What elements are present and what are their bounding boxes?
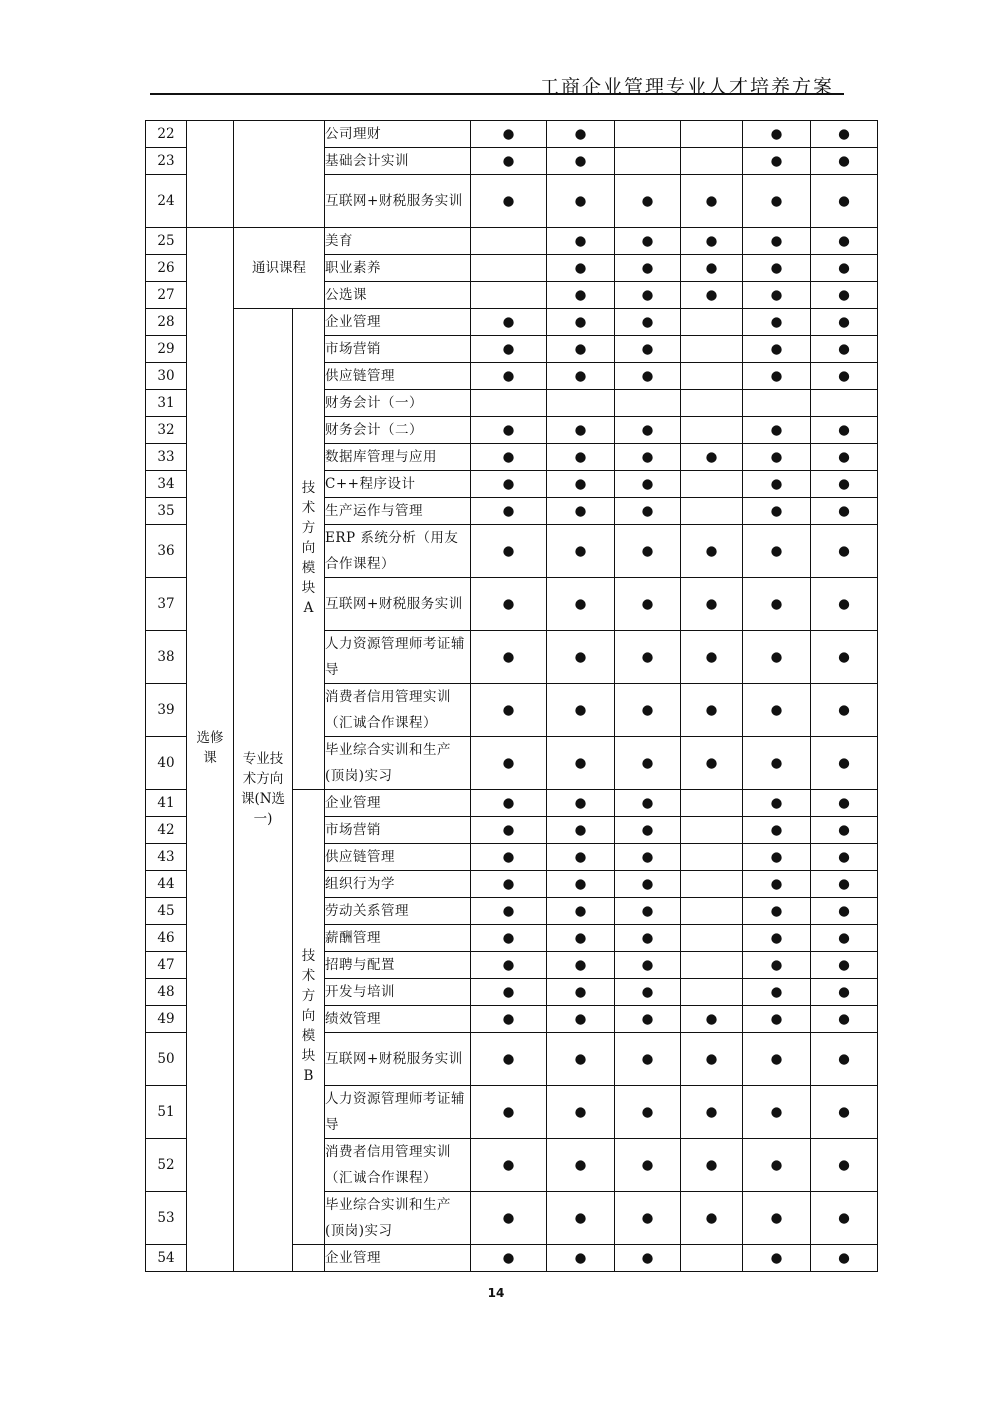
mark-cell: ● [743, 1006, 811, 1033]
mark-cell [471, 255, 547, 282]
mark-cell: ● [681, 631, 743, 684]
mark-cell: ● [743, 498, 811, 525]
mark-cell: ● [615, 578, 681, 631]
course-name: 基础会计实训 [325, 148, 471, 175]
mark-cell [681, 148, 743, 175]
course-name: 企业管理 [325, 1245, 471, 1272]
course-name: 人力资源管理师考证辅导 [325, 1086, 471, 1139]
category-general: 通识课程 [234, 228, 325, 309]
row-number: 24 [146, 175, 187, 228]
mark-cell: ● [743, 444, 811, 471]
course-name: 毕业综合实训和生产(顶岗)实习 [325, 737, 471, 790]
course-name: 美育 [325, 228, 471, 255]
mark-cell [681, 952, 743, 979]
mark-cell: ● [615, 925, 681, 952]
mark-cell: ● [471, 309, 547, 336]
mark-cell: ● [743, 871, 811, 898]
mark-cell: ● [811, 790, 878, 817]
mark-cell: ● [615, 363, 681, 390]
course-name: 财务会计（二） [325, 417, 471, 444]
table-row [146, 228, 878, 255]
mark-cell [681, 844, 743, 871]
mark-cell: ● [743, 684, 811, 737]
mark-cell: ● [615, 898, 681, 925]
mark-cell: ● [547, 1139, 615, 1192]
mark-cell: ● [681, 1033, 743, 1086]
row-number: 50 [146, 1033, 187, 1086]
mark-cell: ● [811, 844, 878, 871]
mark-cell [471, 390, 547, 417]
course-name: 开发与培训 [325, 979, 471, 1006]
mark-cell: ● [547, 148, 615, 175]
course-name: 市场营销 [325, 336, 471, 363]
mark-cell: ● [811, 1245, 878, 1272]
mark-cell [547, 390, 615, 417]
mark-cell [681, 898, 743, 925]
page-number: 14 [487, 1286, 505, 1300]
mark-cell: ● [743, 979, 811, 1006]
row-number: 35 [146, 498, 187, 525]
mark-cell [471, 228, 547, 255]
mark-cell [681, 363, 743, 390]
mark-cell: ● [547, 1086, 615, 1139]
mark-cell: ● [547, 790, 615, 817]
row-number: 45 [146, 898, 187, 925]
mark-cell: ● [471, 871, 547, 898]
mark-cell: ● [811, 255, 878, 282]
mark-cell: ● [471, 952, 547, 979]
module-a-label: 技术方向模块A [301, 479, 316, 616]
row-number: 34 [146, 471, 187, 498]
row-number: 48 [146, 979, 187, 1006]
mark-cell: ● [743, 817, 811, 844]
mark-cell: ● [615, 979, 681, 1006]
course-name: 职业素养 [325, 255, 471, 282]
mark-cell: ● [471, 844, 547, 871]
mark-cell: ● [811, 578, 878, 631]
mark-cell: ● [743, 363, 811, 390]
course-name: C++程序设计 [325, 471, 471, 498]
mark-cell: ● [547, 471, 615, 498]
row-number: 47 [146, 952, 187, 979]
mark-cell: ● [547, 309, 615, 336]
mark-cell: ● [471, 1192, 547, 1245]
course-name: ERP 系统分析（用友合作课程） [325, 525, 471, 578]
mark-cell: ● [743, 148, 811, 175]
mark-cell: ● [471, 1245, 547, 1272]
mark-cell: ● [471, 498, 547, 525]
mark-cell: ● [681, 1139, 743, 1192]
mark-cell: ● [681, 1192, 743, 1245]
row-number: 30 [146, 363, 187, 390]
mark-cell [615, 148, 681, 175]
course-name: 企业管理 [325, 309, 471, 336]
mark-cell: ● [615, 817, 681, 844]
course-name: 人力资源管理师考证辅导 [325, 631, 471, 684]
mark-cell: ● [615, 631, 681, 684]
row-number: 54 [146, 1245, 187, 1272]
mark-cell: ● [471, 417, 547, 444]
mark-cell: ● [811, 871, 878, 898]
mark-cell: ● [615, 282, 681, 309]
mark-cell: ● [681, 175, 743, 228]
mark-cell: ● [547, 336, 615, 363]
mark-cell: ● [811, 228, 878, 255]
course-name: 互联网+财税服务实训 [325, 175, 471, 228]
mark-cell: ● [615, 790, 681, 817]
mark-cell: ● [471, 737, 547, 790]
mark-cell: ● [811, 309, 878, 336]
course-name: 供应链管理 [325, 363, 471, 390]
course-name: 劳动关系管理 [325, 898, 471, 925]
mark-cell [681, 498, 743, 525]
mark-cell: ● [811, 525, 878, 578]
module-cell-empty [293, 1245, 325, 1272]
course-name: 互联网+财税服务实训 [325, 578, 471, 631]
mark-cell: ● [811, 175, 878, 228]
mark-cell: ● [547, 228, 615, 255]
mark-cell: ● [615, 1006, 681, 1033]
mark-cell: ● [547, 363, 615, 390]
mark-cell: ● [811, 952, 878, 979]
table-row [146, 309, 878, 336]
mark-cell [681, 925, 743, 952]
course-name: 数据库管理与应用 [325, 444, 471, 471]
mark-cell: ● [743, 631, 811, 684]
category-professional [234, 309, 293, 1272]
mark-cell: ● [811, 979, 878, 1006]
mark-cell: ● [471, 444, 547, 471]
row-number: 29 [146, 336, 187, 363]
mark-cell: ● [547, 175, 615, 228]
mark-cell: ● [471, 148, 547, 175]
mark-cell: ● [471, 1139, 547, 1192]
mark-cell: ● [471, 1033, 547, 1086]
mark-cell: ● [471, 175, 547, 228]
mark-cell: ● [471, 684, 547, 737]
mark-cell: ● [681, 525, 743, 578]
mark-cell: ● [811, 444, 878, 471]
mark-cell: ● [615, 1086, 681, 1139]
course-name: 公司理财 [325, 121, 471, 148]
course-matrix-table [145, 120, 878, 1272]
mark-cell: ● [615, 952, 681, 979]
group-cell-empty [234, 121, 325, 228]
mark-cell: ● [811, 817, 878, 844]
module-b [293, 790, 325, 1245]
mark-cell: ● [811, 1033, 878, 1086]
row-number: 28 [146, 309, 187, 336]
mark-cell [681, 979, 743, 1006]
mark-cell: ● [743, 336, 811, 363]
row-number: 40 [146, 737, 187, 790]
mark-cell: ● [615, 1245, 681, 1272]
mark-cell [681, 817, 743, 844]
mark-cell: ● [547, 1245, 615, 1272]
mark-cell: ● [811, 498, 878, 525]
mark-cell: ● [743, 925, 811, 952]
row-number: 23 [146, 148, 187, 175]
mark-cell: ● [471, 790, 547, 817]
mark-cell: ● [615, 444, 681, 471]
mark-cell: ● [547, 1006, 615, 1033]
mark-cell: ● [811, 925, 878, 952]
row-number: 27 [146, 282, 187, 309]
mark-cell: ● [471, 336, 547, 363]
course-name: 财务会计（一） [325, 390, 471, 417]
row-number: 41 [146, 790, 187, 817]
row-number: 25 [146, 228, 187, 255]
mark-cell: ● [615, 525, 681, 578]
row-number: 22 [146, 121, 187, 148]
mark-cell: ● [743, 309, 811, 336]
mark-cell: ● [681, 737, 743, 790]
mark-cell: ● [811, 1006, 878, 1033]
mark-cell [743, 390, 811, 417]
course-name: 消费者信用管理实训（汇诚合作课程） [325, 684, 471, 737]
mark-cell: ● [743, 1192, 811, 1245]
mark-cell: ● [547, 631, 615, 684]
mark-cell: ● [471, 925, 547, 952]
mark-cell: ● [743, 525, 811, 578]
mark-cell [681, 336, 743, 363]
mark-cell: ● [471, 631, 547, 684]
mark-cell [681, 1245, 743, 1272]
course-name: 招聘与配置 [325, 952, 471, 979]
mark-cell: ● [743, 1139, 811, 1192]
page-header-title: 工商企业管理专业人才培养方案 [539, 76, 834, 98]
row-number: 42 [146, 817, 187, 844]
row-number: 37 [146, 578, 187, 631]
mark-cell: ● [743, 952, 811, 979]
mark-cell: ● [681, 578, 743, 631]
mark-cell: ● [811, 737, 878, 790]
mark-cell: ● [547, 737, 615, 790]
mark-cell: ● [743, 255, 811, 282]
mark-cell: ● [471, 578, 547, 631]
mark-cell: ● [811, 1086, 878, 1139]
mark-cell: ● [743, 228, 811, 255]
mark-cell: ● [743, 1245, 811, 1272]
course-name: 市场营销 [325, 817, 471, 844]
row-number: 36 [146, 525, 187, 578]
course-name: 毕业综合实训和生产(顶岗)实习 [325, 1192, 471, 1245]
mark-cell [615, 390, 681, 417]
mark-cell: ● [811, 282, 878, 309]
mark-cell: ● [615, 471, 681, 498]
mark-cell: ● [811, 631, 878, 684]
course-name: 企业管理 [325, 790, 471, 817]
category-elective-label: 选修课 [196, 730, 224, 766]
row-number: 43 [146, 844, 187, 871]
mark-cell: ● [471, 979, 547, 1006]
mark-cell: ● [471, 471, 547, 498]
mark-cell: ● [471, 525, 547, 578]
row-number: 53 [146, 1192, 187, 1245]
mark-cell: ● [743, 282, 811, 309]
mark-cell: ● [615, 871, 681, 898]
mark-cell [681, 309, 743, 336]
mark-cell: ● [471, 898, 547, 925]
category-professional-label: 专业技术方向课(N选一) [240, 750, 286, 827]
mark-cell: ● [615, 1192, 681, 1245]
mark-cell: ● [547, 525, 615, 578]
mark-cell: ● [547, 952, 615, 979]
row-number: 31 [146, 390, 187, 417]
mark-cell: ● [743, 578, 811, 631]
mark-cell: ● [811, 363, 878, 390]
mark-cell: ● [615, 844, 681, 871]
mark-cell: ● [547, 121, 615, 148]
mark-cell: ● [471, 1086, 547, 1139]
mark-cell: ● [615, 175, 681, 228]
mark-cell: ● [743, 417, 811, 444]
mark-cell: ● [811, 898, 878, 925]
row-number: 26 [146, 255, 187, 282]
mark-cell: ● [547, 684, 615, 737]
mark-cell: ● [547, 871, 615, 898]
mark-cell: ● [547, 1192, 615, 1245]
row-number: 52 [146, 1139, 187, 1192]
row-number: 46 [146, 925, 187, 952]
mark-cell: ● [743, 175, 811, 228]
mark-cell [615, 121, 681, 148]
mark-cell: ● [547, 844, 615, 871]
mark-cell: ● [547, 282, 615, 309]
course-name: 组织行为学 [325, 871, 471, 898]
mark-cell: ● [547, 444, 615, 471]
mark-cell [811, 390, 878, 417]
module-a [293, 309, 325, 790]
mark-cell: ● [547, 979, 615, 1006]
group-cell-empty [187, 121, 234, 228]
row-number: 44 [146, 871, 187, 898]
course-name: 消费者信用管理实训（汇诚合作课程） [325, 1139, 471, 1192]
mark-cell: ● [547, 925, 615, 952]
mark-cell: ● [811, 1139, 878, 1192]
mark-cell: ● [615, 228, 681, 255]
mark-cell: ● [547, 898, 615, 925]
mark-cell: ● [615, 309, 681, 336]
mark-cell: ● [743, 790, 811, 817]
mark-cell [681, 790, 743, 817]
course-name: 绩效管理 [325, 1006, 471, 1033]
mark-cell [681, 471, 743, 498]
mark-cell: ● [811, 417, 878, 444]
mark-cell: ● [811, 336, 878, 363]
course-name: 生产运作与管理 [325, 498, 471, 525]
course-name: 公选课 [325, 282, 471, 309]
mark-cell: ● [615, 417, 681, 444]
mark-cell: ● [471, 363, 547, 390]
mark-cell: ● [811, 121, 878, 148]
mark-cell: ● [743, 898, 811, 925]
header-rule [150, 93, 844, 95]
mark-cell: ● [811, 684, 878, 737]
mark-cell: ● [615, 336, 681, 363]
mark-cell: ● [471, 817, 547, 844]
row-number: 38 [146, 631, 187, 684]
mark-cell: ● [681, 228, 743, 255]
mark-cell: ● [811, 148, 878, 175]
mark-cell: ● [743, 471, 811, 498]
mark-cell: ● [743, 844, 811, 871]
mark-cell: ● [681, 444, 743, 471]
mark-cell: ● [615, 1139, 681, 1192]
mark-cell: ● [615, 737, 681, 790]
mark-cell: ● [471, 1006, 547, 1033]
mark-cell: ● [547, 417, 615, 444]
mark-cell [681, 417, 743, 444]
mark-cell: ● [743, 1033, 811, 1086]
mark-cell: ● [743, 1086, 811, 1139]
mark-cell: ● [811, 1192, 878, 1245]
course-name: 供应链管理 [325, 844, 471, 871]
table-row [146, 121, 878, 148]
row-number: 39 [146, 684, 187, 737]
mark-cell: ● [811, 471, 878, 498]
mark-cell: ● [681, 1006, 743, 1033]
mark-cell [681, 121, 743, 148]
mark-cell: ● [681, 255, 743, 282]
category-elective [187, 228, 234, 1272]
mark-cell: ● [743, 121, 811, 148]
mark-cell: ● [615, 1033, 681, 1086]
mark-cell: ● [615, 684, 681, 737]
row-number: 33 [146, 444, 187, 471]
mark-cell: ● [615, 498, 681, 525]
mark-cell: ● [615, 255, 681, 282]
mark-cell: ● [471, 121, 547, 148]
mark-cell: ● [743, 737, 811, 790]
row-number: 32 [146, 417, 187, 444]
mark-cell: ● [681, 684, 743, 737]
mark-cell: ● [547, 1033, 615, 1086]
course-name: 薪酬管理 [325, 925, 471, 952]
mark-cell: ● [547, 498, 615, 525]
mark-cell: ● [547, 255, 615, 282]
course-name: 互联网+财税服务实训 [325, 1033, 471, 1086]
row-number: 49 [146, 1006, 187, 1033]
mark-cell [471, 282, 547, 309]
module-b-label: 技术方向模块B [301, 947, 316, 1084]
row-number: 51 [146, 1086, 187, 1139]
mark-cell: ● [547, 578, 615, 631]
mark-cell [681, 390, 743, 417]
mark-cell: ● [547, 817, 615, 844]
mark-cell: ● [681, 282, 743, 309]
mark-cell [681, 871, 743, 898]
mark-cell: ● [681, 1086, 743, 1139]
